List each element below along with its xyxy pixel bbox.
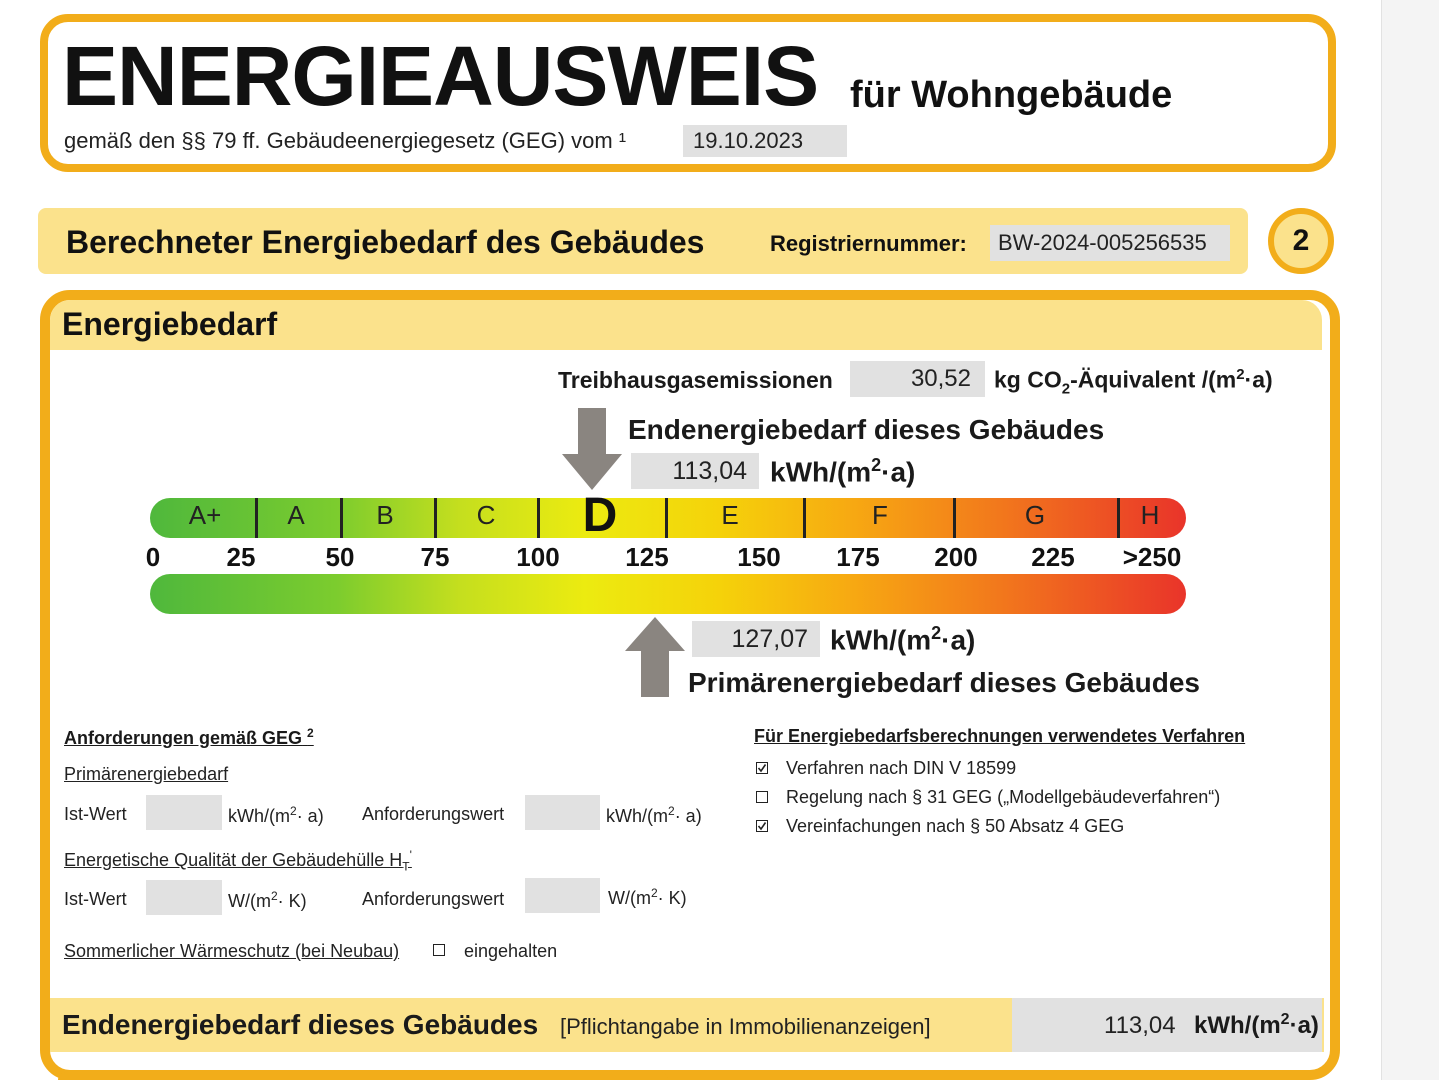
registration-label: Registriernummer: [770,231,967,256]
requirements-heading: Anforderungen gemäß GEG $^2$ [64,726,314,748]
summer-protection-checkbox-label: eingehalten [464,941,558,961]
method-checkbox[interactable] [756,820,768,832]
energy-demand-heading: Energiebedarf [62,306,278,342]
envelope-actual-field[interactable] [146,880,222,915]
class-separator [255,498,258,538]
scale-tick-label: >250 [1122,542,1182,572]
final-energy-summary-value: 113,04 [1104,1012,1176,1039]
efficiency-class-f: F [872,500,888,530]
scale-tick-label: 225 [1031,542,1075,572]
primary-actual-field[interactable] [146,795,222,830]
primary-actual-label: Ist-Wert [64,804,127,824]
efficiency-class-h: H [1140,500,1160,530]
method-label: Regelung nach § 31 GEG („Modellgebäudeverfahren“) [786,787,1221,807]
final-energy-value-field[interactable]: 113,04 [631,453,759,489]
primary-energy-value-field[interactable]: 127,07 [692,621,820,657]
scale-tick-label: 125 [625,542,669,572]
issue-date-field[interactable]: 19.10.2023 [683,125,847,157]
final-energy-summary-title: Endenergiebedarf dieses Gebäudes [62,1009,539,1040]
primary-energy-label: Primärenergiebedarf dieses Gebäudes [688,667,1200,698]
class-separator [803,498,806,538]
scale-tick-label: 0 [145,542,161,572]
primary-energy-unit: kWh/$(m^2\cdot a)$ [830,623,976,656]
scale-tick-label: 75 [420,542,450,572]
final-energy-arrow-icon [562,408,622,490]
efficiency-class-a: A [287,500,305,530]
method-label: Verfahren nach DIN V 18599 [786,758,1017,778]
method-label: Vereinfachungen nach § 50 Absatz 4 GEG [786,816,1125,836]
scrollbar-track[interactable] [1381,0,1439,1080]
class-separator [434,498,437,538]
law-reference: gemäß den §§ 79 ff. Gebäudeenergiegesetz (GEG) vom ¹ [64,128,627,153]
efficiency-class-aplus: A+ [188,500,222,530]
final-energy-label: Endenergiebedarf dieses Gebäudes [628,414,1105,445]
efficiency-class-active-d: D [582,489,618,542]
summer-protection-label: Sommerlicher Wärmeschutz (bei Neubau) [64,941,400,961]
method-checkbox[interactable] [756,791,768,803]
efficiency-class-e: E [721,500,739,530]
class-separator [1117,498,1120,538]
scale-tick-label: 150 [737,542,781,572]
methods-heading: Für Energiebedarfsberechnungen verwendetes Verfahren [754,726,1246,746]
final-energy-unit: kWh/$(m^2\cdot a)$ [770,455,916,488]
primary-required-label: Anforderungswert [362,804,505,824]
document-subtitle: für Wohngebäude [850,74,1173,116]
envelope-actual-label: Ist-Wert [64,889,127,909]
registration-number-field[interactable]: BW-2024-005256535 [990,225,1230,261]
ghg-label: Treibhausgasemissionen [558,367,833,393]
envelope-required-unit: $W/(m^2\cdot K)$ [608,886,687,908]
document-title: ENERGIEAUSWEIS [62,29,819,123]
summer-protection-checkbox[interactable] [433,944,445,956]
envelope-required-field[interactable] [525,878,600,913]
class-separator [537,498,540,538]
ghg-value-field[interactable]: 30,52 [850,361,985,397]
section-title: Berechneter Energiebedarf des Gebäudes [66,224,705,260]
page-number-badge: 2 [1268,208,1334,274]
method-checkbox[interactable] [756,762,768,774]
efficiency-class-b: B [376,500,394,530]
envelope-heading: Energetische Qualität der Gebäudehülle $H_T'$ [64,848,412,874]
primary-requirement-heading: Primärenergiebedarf [64,764,229,784]
next-section-frame [58,1072,668,1080]
envelope-required-label: Anforderungswert [362,889,505,909]
class-separator [665,498,668,538]
class-separator [340,498,343,538]
efficiency-class-c: C [476,500,496,530]
final-energy-summary-unit: kWh/$(m^2\cdot a)$ [1194,1011,1319,1039]
primary-required-unit: kWh/$(m^2\cdot a)$ [606,804,702,826]
primary-required-field[interactable] [525,795,600,830]
envelope-actual-unit: $W/(m^2\cdot K)$ [228,889,307,911]
scale-tick-label: 50 [325,542,355,572]
efficiency-value-bar [150,574,1186,614]
primary-actual-unit: kWh/$(m^2\cdot a)$ [228,804,324,826]
ghg-unit: kg $CO_2$-Äquivalent $/(m^2\cdot a)$ [994,366,1273,398]
primary-energy-arrow-icon [625,617,685,697]
scale-tick-label: 100 [516,542,560,572]
scale-tick-label: 175 [836,542,880,572]
scale-tick-label: 25 [226,542,256,572]
mandatory-note: [Pflichtangabe in Immobilienanzeigen] [560,1014,931,1039]
class-separator [953,498,956,538]
scale-tick-label: 200 [934,542,978,572]
efficiency-class-g: G [1024,500,1046,530]
